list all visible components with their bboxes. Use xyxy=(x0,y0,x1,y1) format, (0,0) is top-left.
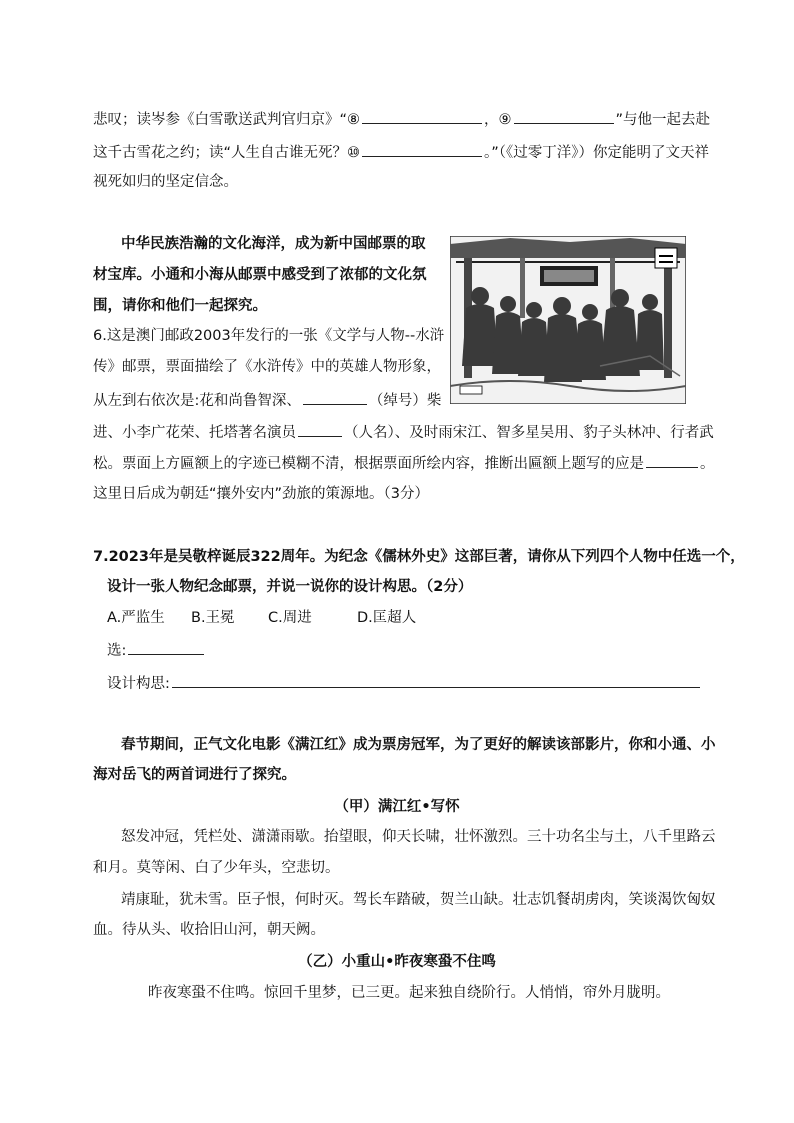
poem1-title: （甲）满江红•写怀 xyxy=(334,799,460,815)
choose-line xyxy=(107,639,206,661)
q7-line: 设计一张人物纪念邮票，并说一说你的设计构思。（2分） xyxy=(107,579,473,595)
choose-label: 选: xyxy=(107,643,127,659)
q6-line: 6.这是澳门邮政2003年发行的一张《文学与人物--水浒 xyxy=(93,328,445,344)
text-line xyxy=(93,108,710,130)
q7-option[interactable]: D.匡超人 xyxy=(357,610,417,626)
design-line xyxy=(107,672,702,694)
text-segment: 松。票面上方匾额上的字迹已模糊不清，根据票面所绘内容，推断出匾额上题写的应是 xyxy=(93,456,644,472)
text-segment: （绰号）柴 xyxy=(368,393,442,409)
intro-line: 围，请你和他们一起探究。 xyxy=(93,298,267,314)
answer-blank-name[interactable] xyxy=(298,421,342,437)
poem-line: 靖康耻，犹未雪。臣子恨，何时灭。驾长车踏破，贺兰山缺。壮志饥餐胡虏肉，笑谈渴饮匈奴 xyxy=(121,892,716,908)
q7-option[interactable]: C.周进 xyxy=(268,610,312,626)
stamp-image xyxy=(450,236,686,404)
q6-line: 这里日后成为朝廷“攘外安内”劲旅的策源地。（3分） xyxy=(93,486,429,502)
intro-line: 材宝库。小通和小海从邮票中感受到了浓郁的文化氛 xyxy=(93,267,427,283)
poem-line: 和月。莫等闲、白了少年头，空悲切。 xyxy=(93,860,340,876)
answer-blank-10[interactable] xyxy=(362,141,482,157)
text-segment: 悲叹；读岑参《白雪歌送武判官归京》“⑧ xyxy=(93,112,361,128)
text-segment: （人名）、及时雨宋江、智多星吴用、豹子头林冲、行者武 xyxy=(344,425,714,441)
text-segment: ”与他一起去赴 xyxy=(615,112,711,128)
text-line: 视死如归的坚定信念。 xyxy=(93,174,238,190)
answer-blank-nickname[interactable] xyxy=(303,389,367,405)
design-input[interactable] xyxy=(172,672,700,688)
text-segment: 从左到右依次是:花和尚鲁智深、 xyxy=(93,393,301,409)
poem-line: 昨夜寒蛩不住鸣。惊回千里梦，已三更。起来独自绕阶行。人悄悄，帘外月胧明。 xyxy=(148,985,670,1001)
poem2-title: （乙）小重山•昨夜寒蛩不住鸣 xyxy=(298,954,496,970)
intro-line: 中华民族浩瀚的文化海洋，成为新中国邮票的取 xyxy=(121,236,426,252)
q6-line: 传》邮票，票面描绘了《水浒传》中的英雄人物形象， xyxy=(93,359,441,375)
text-segment: 。”（《过零丁洋》）你定能明了文天祥 xyxy=(484,145,710,161)
poem-line: 怒发冲冠，凭栏处、潇潇雨歇。抬望眼，仰天长啸，壮怀激烈。三十功名尘与土，八千里路云 xyxy=(121,829,716,845)
answer-blank-plaque[interactable] xyxy=(646,452,698,468)
q6-line xyxy=(93,452,715,474)
text-line xyxy=(93,141,709,163)
poem-line: 血。待从头、收拾旧山河，朝天阙。 xyxy=(93,922,325,938)
text-segment: 。 xyxy=(700,456,715,472)
movie-line: 春节期间，正气文化电影《满江红》成为票房冠军，为了更好的解读该部影片，你和小通、小 xyxy=(121,737,716,753)
q7-option[interactable]: B.王冕 xyxy=(191,610,235,626)
text-segment: 这千古雪花之约；读“人生自古谁无死？⑩ xyxy=(93,145,361,161)
movie-line: 海对岳飞的两首词进行了探究。 xyxy=(93,767,296,783)
q7-option[interactable]: A.严监生 xyxy=(107,610,165,626)
answer-blank-8[interactable] xyxy=(362,108,482,124)
design-label: 设计构思: xyxy=(107,676,170,692)
text-segment: 进、小李广花荣、托塔著名演员 xyxy=(93,425,296,441)
choose-input[interactable] xyxy=(128,639,204,655)
q7-line: 7.2023年是吴敬梓诞辰322周年。为纪念《儒林外史》这部巨著，请你从下列四个人物中任选一个， xyxy=(93,549,745,565)
q6-line xyxy=(93,421,714,443)
text-segment: ，⑨ xyxy=(484,112,512,128)
q6-line xyxy=(93,389,441,411)
answer-blank-9[interactable] xyxy=(514,108,614,124)
